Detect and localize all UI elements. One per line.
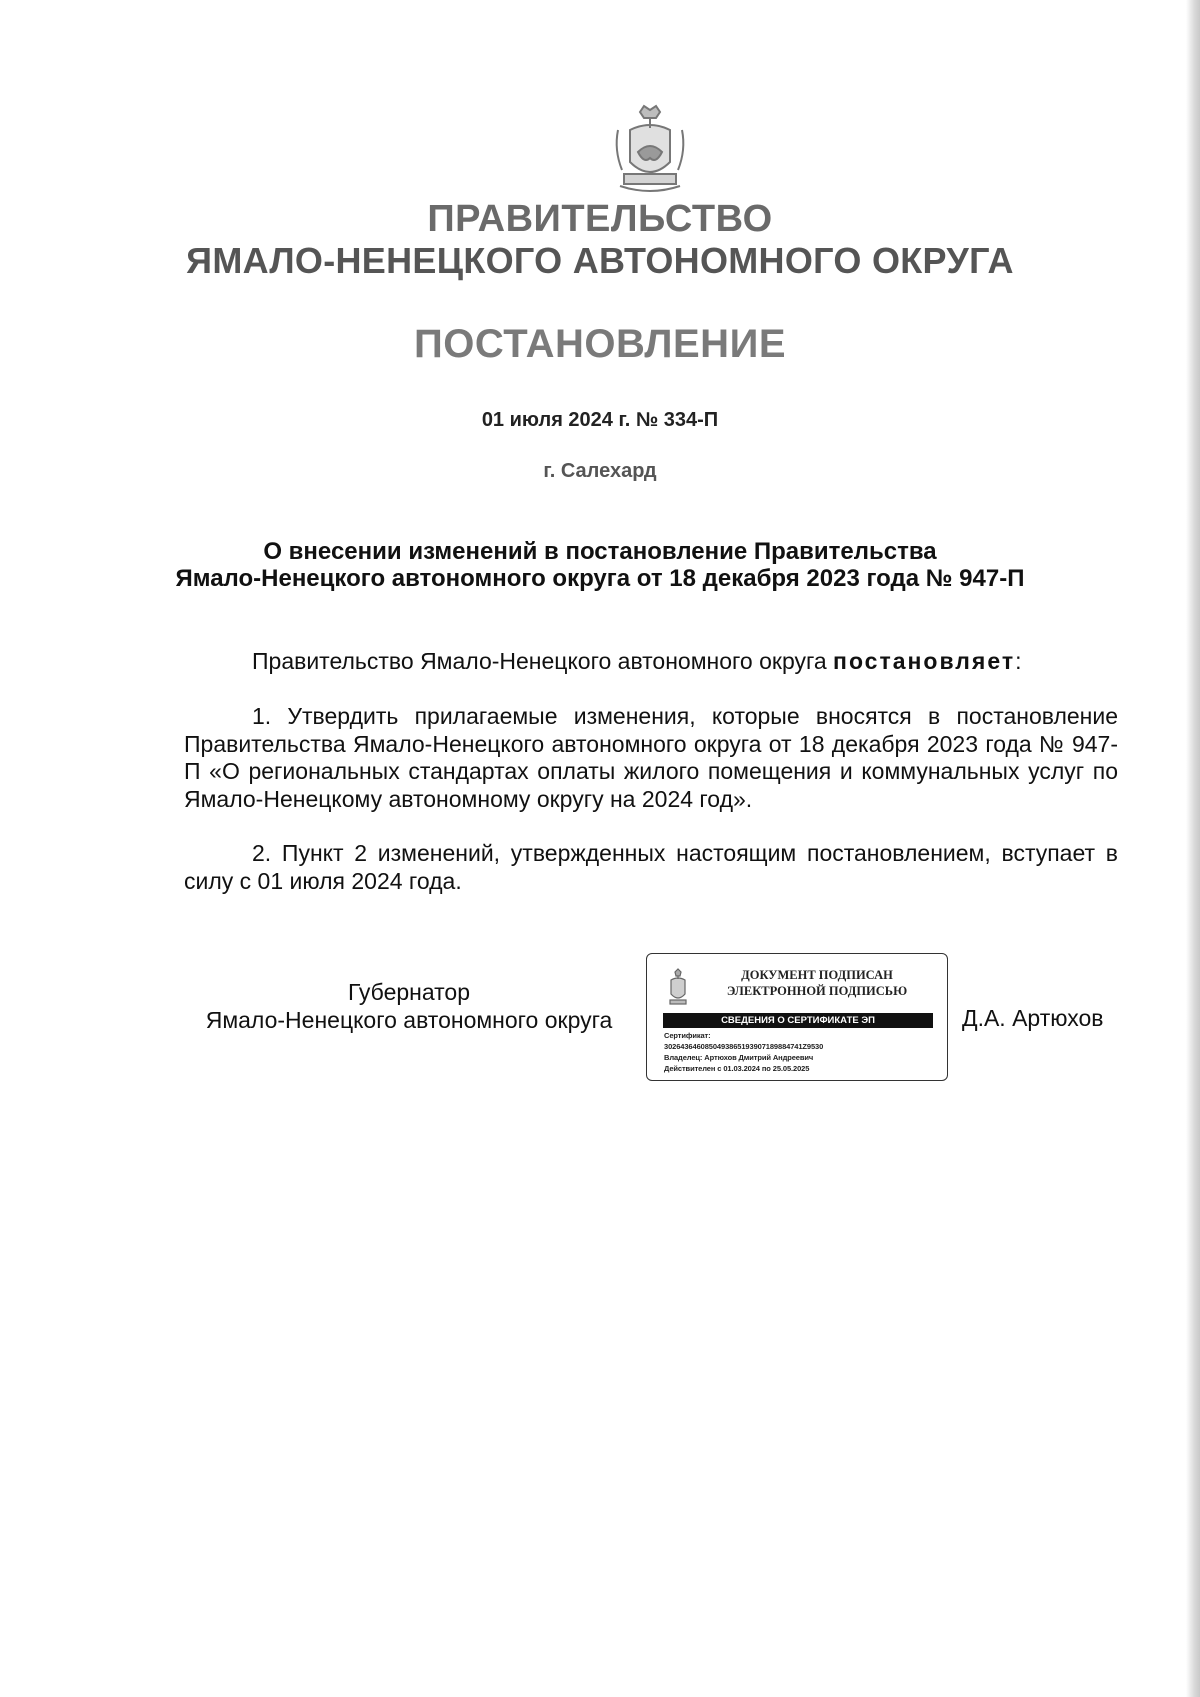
coat-of-arms-icon	[610, 100, 690, 196]
government-title-line1: ПРАВИТЕЛЬСТВО	[427, 198, 773, 240]
stamp-cert-label: Сертификат:	[664, 1031, 711, 1040]
signatory-title-line2: Ямало-Ненецкого автономного округа	[205, 1007, 613, 1033]
signatory-title	[184, 978, 634, 1034]
stamp-heading-line1: ДОКУМЕНТ ПОДПИСАН	[741, 968, 893, 982]
document-city: г. Салехард	[543, 460, 657, 482]
intro-text: Правительство Ямало-Ненецкого автономного округа	[252, 648, 827, 674]
subject-line1: О внесении изменений в постановление Правительства	[263, 538, 937, 565]
stamp-certificate-bar: СВЕДЕНИЯ О СЕРТИФИКАТЕ ЭП	[663, 1013, 933, 1028]
stamp-cert-number: 3026436460850493865193907189884741Z9530	[664, 1042, 824, 1051]
paragraph-2: 2. Пункт 2 изменений, утвержденных настоящим постановлением, вступает в силу с 01 июля 2024 года.	[184, 840, 1118, 894]
intro-verb: постановляет	[833, 648, 1016, 674]
document-date-number: 01 июля 2024 г. № 334-П	[481, 409, 719, 431]
stamp-validity: Действителен с 01.03.2024 по 25.05.2025	[664, 1064, 810, 1073]
signatory-title-line1: Губернатор	[347, 979, 471, 1005]
subject-line2: Ямало-Ненецкого автономного округа от 18 декабря 2023 года № 947-П	[175, 565, 1025, 592]
stamp-emblem-icon	[665, 968, 691, 1008]
stamp-owner: Владелец: Артюхов Дмитрий Андреевич	[664, 1053, 814, 1062]
signatory-name: Д.А. Артюхов	[962, 1005, 1104, 1031]
document-type-title: ПОСТАНОВЛЕНИЕ	[413, 322, 786, 366]
electronic-signature-stamp	[646, 953, 948, 1081]
intro-paragraph	[184, 648, 1186, 676]
paragraph-1: 1. Утвердить прилагаемые изменения, которые вносятся в постановление Правительства Ямало-Ненецкого автономного округа от 18 декабря 2023 года № 947-П «О региональных стандартах оплаты жилого помещения и коммунальных услуг по Ямало-Ненецкому автономному округу на 2024 год».	[184, 703, 1118, 812]
intro-colon: :	[1015, 648, 1022, 674]
stamp-heading-line2: ЭЛЕКТРОННОЙ ПОДПИСЬЮ	[726, 984, 908, 998]
government-title-line2: ЯМАЛО-НЕНЕЦКОГО АВТОНОМНОГО ОКРУГА	[186, 240, 1014, 281]
